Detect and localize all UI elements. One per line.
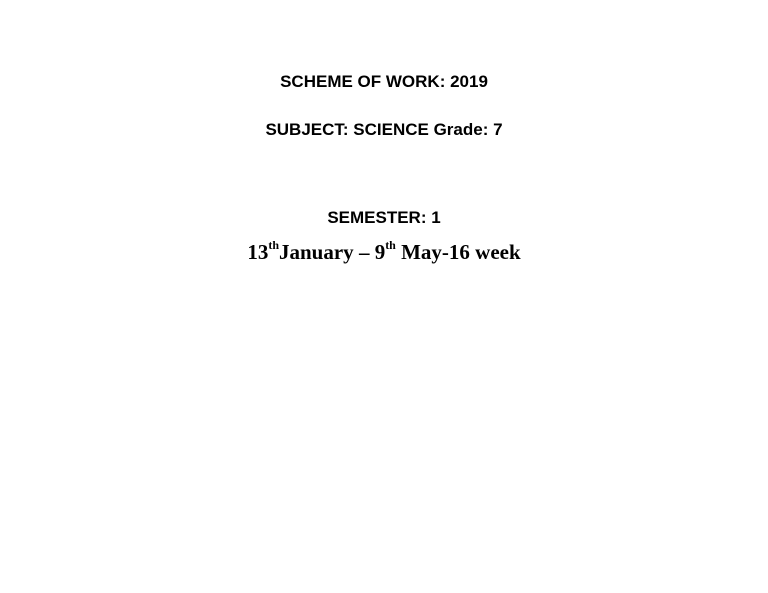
subject-grade-line: SUBJECT: SCIENCE Grade: 7	[265, 120, 503, 139]
end-day: 9	[374, 240, 386, 264]
end-day-suffix: th	[385, 238, 396, 252]
start-day-suffix: th	[268, 238, 279, 252]
date-range-line	[0, 240, 768, 265]
start-day: 13	[247, 240, 269, 264]
end-month-duration: May-16 week	[395, 240, 521, 264]
date-separator: –	[353, 240, 375, 264]
document-title: SCHEME OF WORK: 2019	[280, 72, 488, 91]
semester-line: SEMESTER: 1	[327, 208, 441, 227]
start-month: January	[279, 240, 354, 264]
